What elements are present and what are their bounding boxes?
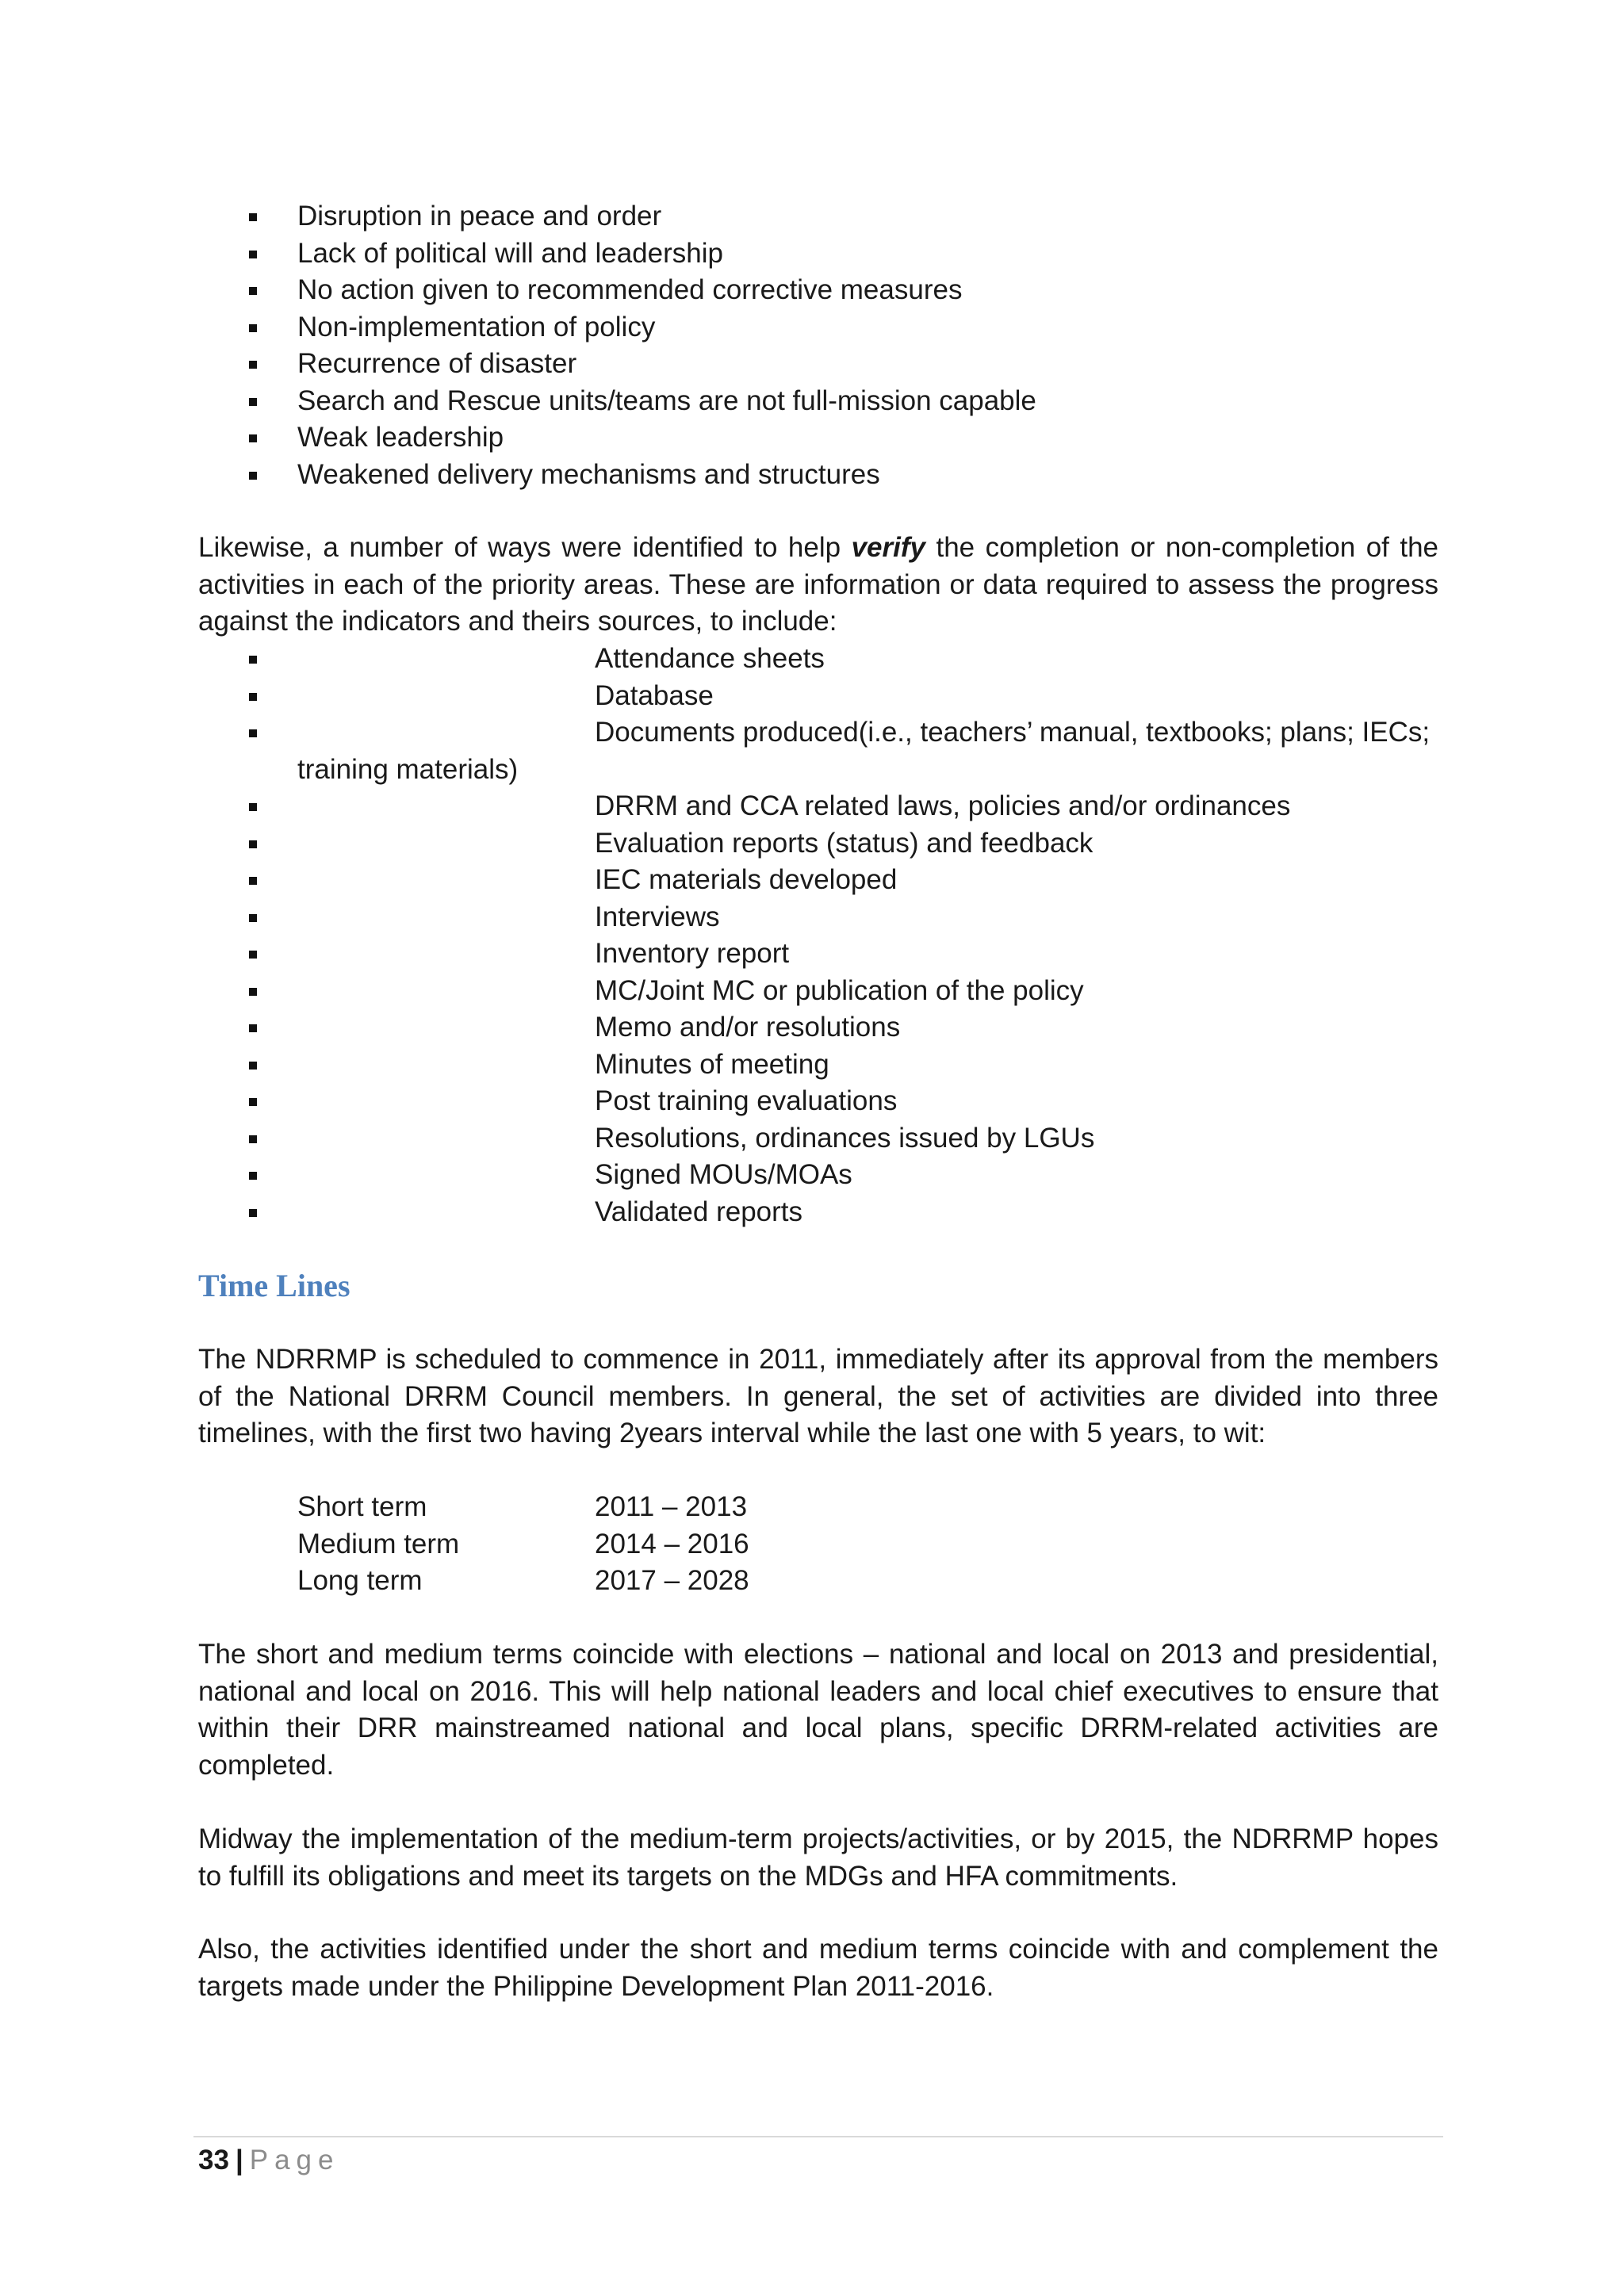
square-bullet-icon bbox=[249, 840, 257, 848]
list-item: Weakened delivery mechanisms and structures bbox=[198, 457, 1036, 494]
list-item: Validated reports bbox=[198, 1194, 1430, 1231]
list-item: Database bbox=[198, 678, 1430, 715]
square-bullet-icon bbox=[249, 803, 257, 811]
square-bullet-icon bbox=[249, 914, 257, 922]
list-item: Disruption in peace and order bbox=[198, 198, 1036, 235]
term-row: Short term 2011 – 2013 bbox=[297, 1491, 748, 1522]
list-item: Lack of political will and leadership bbox=[198, 235, 1036, 273]
list-item: DRRM and CCA related laws, policies and/or ordinances bbox=[198, 788, 1430, 825]
list-item: Post training evaluations bbox=[198, 1083, 1430, 1120]
list-item: Signed MOUs/MOAs bbox=[198, 1157, 1430, 1194]
section-heading-time-lines: Time Lines bbox=[198, 1268, 350, 1303]
term-row: Long term 2017 – 2028 bbox=[297, 1565, 749, 1596]
square-bullet-icon bbox=[249, 877, 257, 885]
square-bullet-icon bbox=[249, 1172, 257, 1180]
list-item: Inventory report bbox=[198, 936, 1430, 973]
list-item: Weak leadership bbox=[198, 419, 1036, 457]
square-bullet-icon bbox=[249, 656, 257, 664]
list-item: Non-implementation of policy bbox=[198, 309, 1036, 346]
square-bullet-icon bbox=[249, 1062, 257, 1070]
list-item: Interviews bbox=[198, 899, 1430, 936]
verify-paragraph: Likewise, a number of ways were identified to help verify the completion or non-completion of the activities in each of the priority areas. These are information or data required to assess the progress against the indicators and theirs sources, to include: bbox=[198, 532, 1439, 637]
emphasis-verify: verify bbox=[851, 532, 925, 563]
page-label: Page bbox=[249, 2145, 340, 2175]
square-bullet-icon bbox=[249, 988, 257, 996]
footer-separator: | bbox=[235, 2145, 243, 2175]
square-bullet-icon bbox=[249, 213, 257, 221]
list-item: IEC materials developed bbox=[198, 862, 1430, 899]
list-item: Search and Rescue units/teams are not full-mission capable bbox=[198, 383, 1036, 420]
issues-list bbox=[198, 198, 1036, 493]
square-bullet-icon bbox=[249, 361, 257, 369]
pdp-paragraph: Also, the activities identified under the short and medium terms coincide with and complement the targets made under the Philippine Development Plan 2011-2016. bbox=[198, 1934, 1438, 2002]
square-bullet-icon bbox=[249, 951, 257, 959]
square-bullet-icon bbox=[249, 472, 257, 480]
elections-paragraph: The short and medium terms coincide with elections – national and local on 2013 and presidential, national and local on 2016. This will help national leaders and local chief executives to ensure that within their DRR mainstreamed national and local plans, specific DRRM-related activities are completed. bbox=[198, 1639, 1438, 1781]
list-item: Recurrence of disaster bbox=[198, 346, 1036, 383]
list-item: Documents produced(i.e., teachers’ manual, textbooks; plans; IECs; training materials) bbox=[198, 714, 1430, 788]
list-item: MC/Joint MC or publication of the policy bbox=[198, 973, 1430, 1010]
square-bullet-icon bbox=[249, 287, 257, 295]
square-bullet-icon bbox=[249, 434, 257, 442]
square-bullet-icon bbox=[249, 324, 257, 332]
term-table bbox=[297, 1489, 932, 1600]
verification-sources-list bbox=[198, 641, 1430, 1230]
square-bullet-icon bbox=[249, 693, 257, 701]
timelines-paragraph: The NDRRMP is scheduled to commence in 2011, immediately after its approval from the members of the National DRRM Council members. In general, the set of activities are divided into three timelines, with the first two having 2years interval while the last one with 5 years, to wit: bbox=[198, 1344, 1438, 1448]
term-row: Medium term 2014 – 2016 bbox=[297, 1528, 749, 1559]
square-bullet-icon bbox=[249, 398, 257, 406]
list-item: Minutes of meeting bbox=[198, 1047, 1430, 1084]
page-footer bbox=[198, 2141, 339, 2180]
list-item: No action given to recommended corrective measures bbox=[198, 272, 1036, 309]
square-bullet-icon bbox=[249, 1209, 257, 1217]
square-bullet-icon bbox=[249, 1024, 257, 1032]
square-bullet-icon bbox=[249, 729, 257, 737]
list-item: Memo and/or resolutions bbox=[198, 1009, 1430, 1047]
list-item: Resolutions, ordinances issued by LGUs bbox=[198, 1120, 1430, 1158]
page-number: 33 bbox=[198, 2145, 229, 2175]
list-item: Attendance sheets bbox=[198, 641, 1430, 678]
midway-paragraph: Midway the implementation of the medium-term projects/activities, or by 2015, the NDRRMP hopes to fulfill its obligations and meet its targets on the MDGs and HFA commitments. bbox=[198, 1823, 1438, 1892]
square-bullet-icon bbox=[249, 1098, 257, 1106]
footer-divider bbox=[193, 2136, 1443, 2137]
square-bullet-icon bbox=[249, 1135, 257, 1143]
square-bullet-icon bbox=[249, 251, 257, 258]
list-item: Evaluation reports (status) and feedback bbox=[198, 825, 1430, 863]
